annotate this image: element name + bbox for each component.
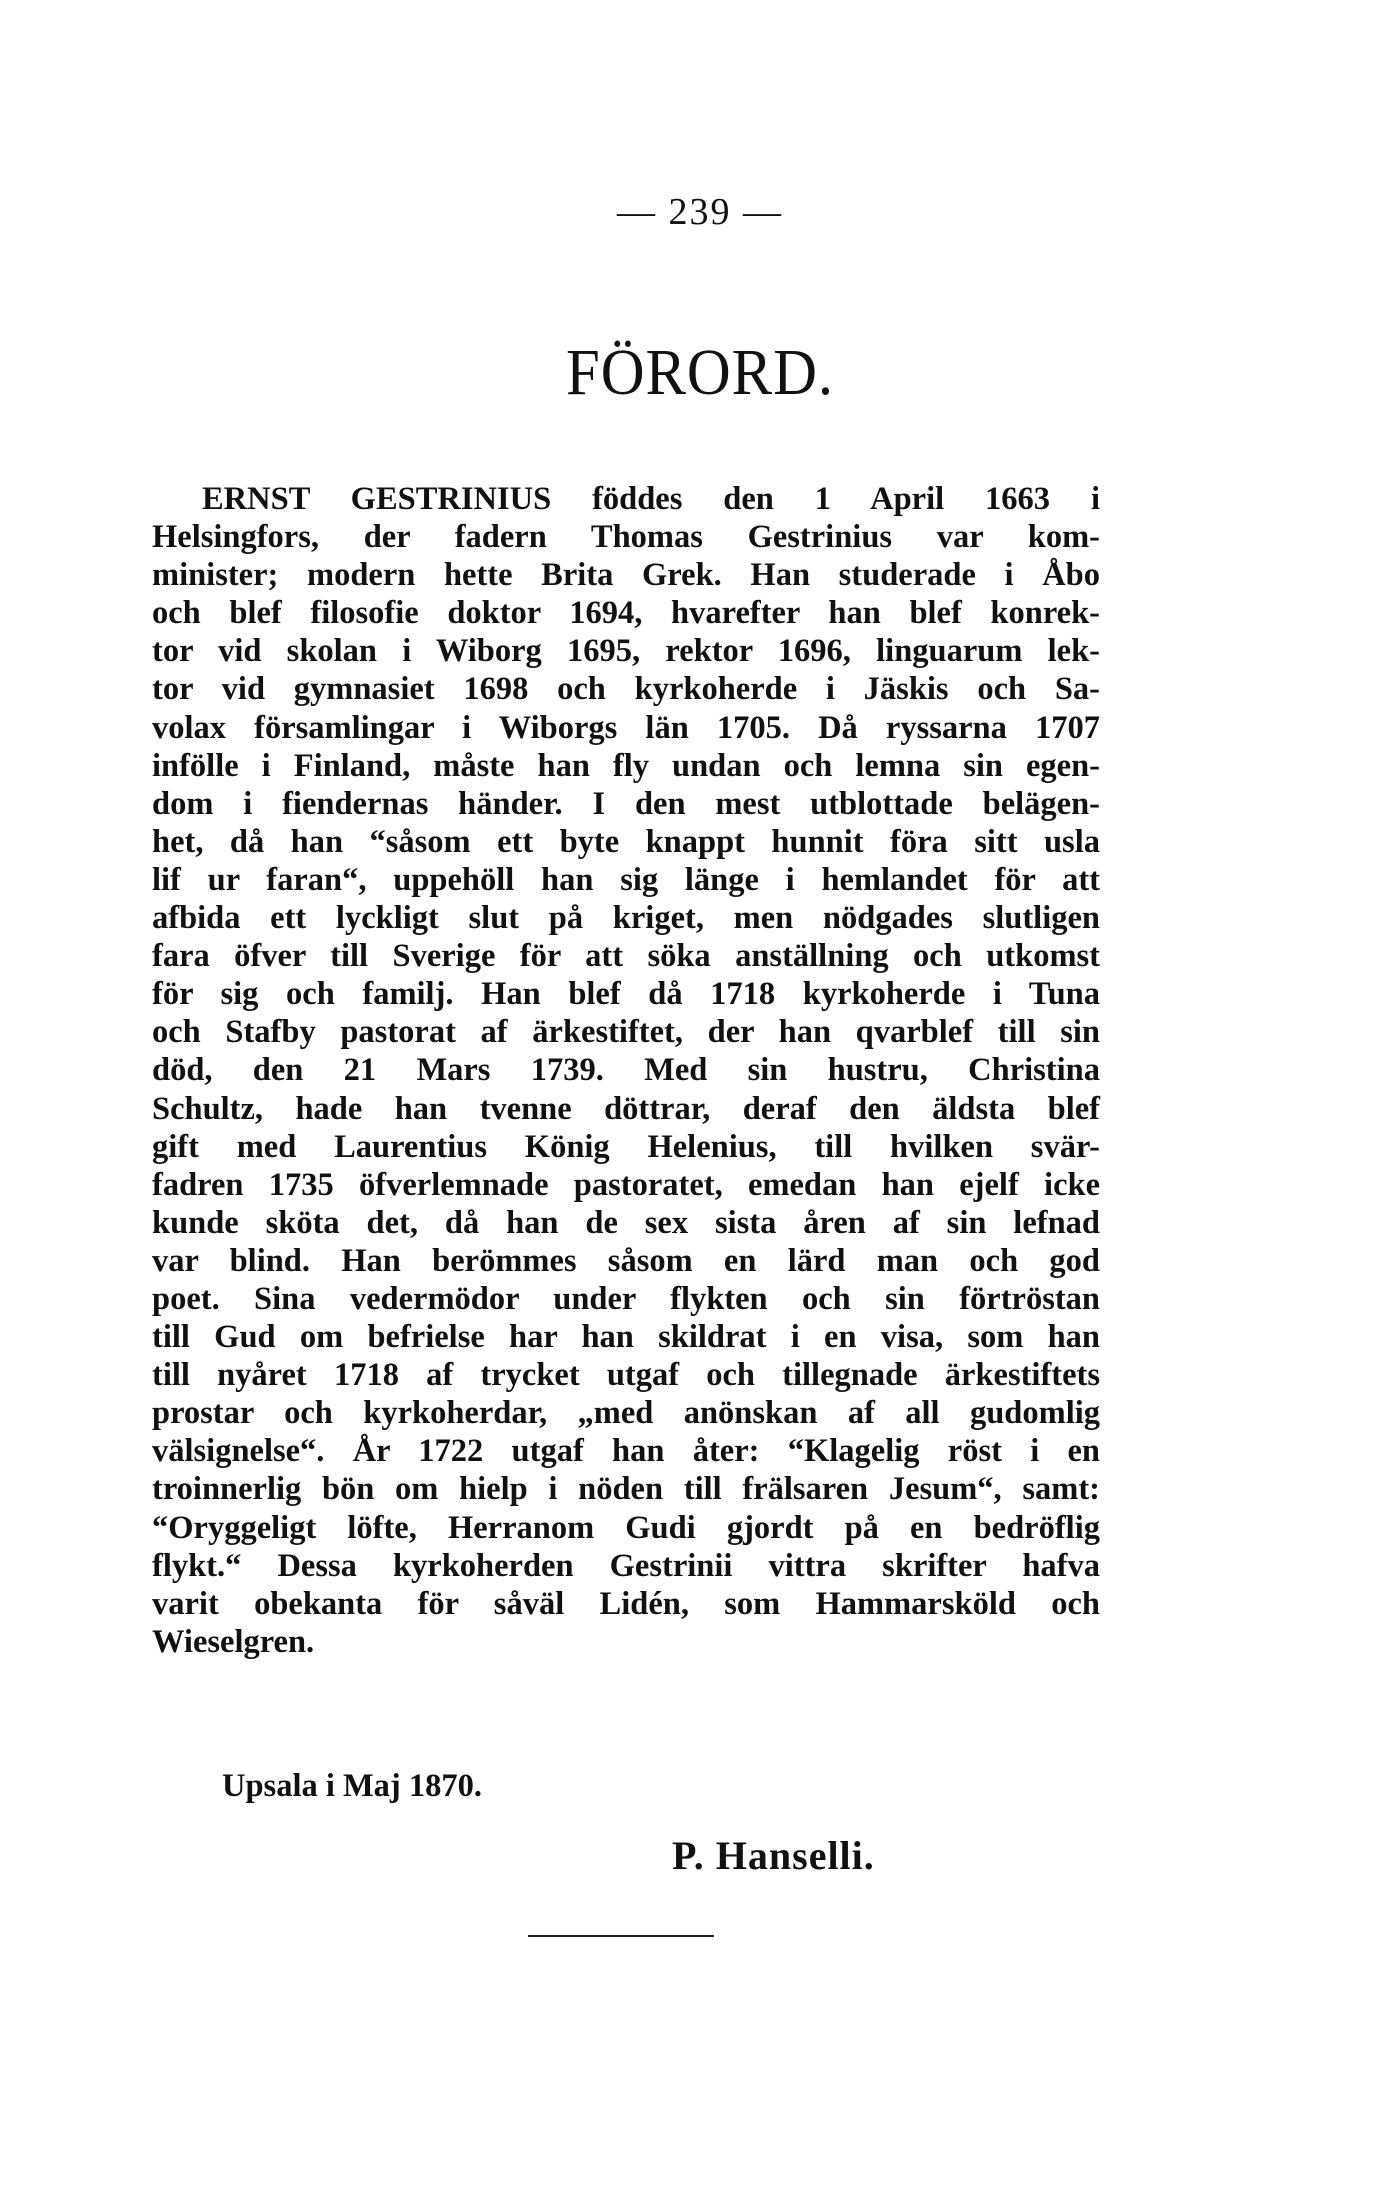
- text-line: fadren 1735 öfverlemnade pastoratet, emedan han ejelf icke: [152, 1166, 1100, 1203]
- text-line: flykt.“ Dessa kyrkoherden Gestrinii vittra skrifter hafva: [152, 1547, 1100, 1584]
- text-line: fara öfver till Sverige för att söka anställning och utkomst: [152, 938, 1100, 975]
- text-line: minister; modern hette Brita Grek. Han studerade i Åbo: [152, 557, 1100, 594]
- text-line: död, den 21 Mars 1739. Med sin hustru, Christina: [152, 1052, 1100, 1089]
- text-line: gift med Laurentius König Helenius, till hvilken svär-: [152, 1128, 1100, 1165]
- place-date: Upsala i Maj 1870.: [222, 1768, 482, 1804]
- text-line: till Gud om befrielse har han skildrat i en visa, som han: [152, 1319, 1100, 1356]
- text-line: kunde sköta det, då han de sex sista åren af sin lefnad: [152, 1204, 1100, 1241]
- text-line: afbida ett lyckligt slut på kriget, men nödgades slutligen: [152, 900, 1100, 937]
- text-line: Schultz, hade han tvenne döttrar, deraf den äldsta blef: [152, 1090, 1100, 1127]
- text-line: varit obekanta för såväl Lidén, som Hammarsköld och: [152, 1585, 1100, 1622]
- text-line: het, då han “såsom ett byte knappt hunnit föra sitt usla: [152, 823, 1100, 860]
- text-line: ERNST GESTRINIUS föddes den 1 April 1663 i: [202, 481, 1100, 517]
- text-line: Helsingfors, der fadern Thomas Gestrinius var kom-: [152, 519, 1100, 556]
- preface-body: [152, 480, 1100, 1661]
- text-line: troinnerlig bön om hielp i nöden till frälsaren Jesum“, samt:: [152, 1471, 1100, 1508]
- text-line: volax församlingar i Wiborgs län 1705. Då ryssarna 1707: [152, 709, 1100, 746]
- text-line: tor vid skolan i Wiborg 1695, rektor 1696, linguarum lek-: [152, 633, 1100, 670]
- text-line: “Oryggeligt löfte, Herranom Gudi gjordt på en bedröflig: [152, 1509, 1100, 1546]
- text-line: välsignelse“. År 1722 utgaf han åter: “Klagelig röst i en: [152, 1433, 1100, 1470]
- text-line: och Stafby pastorat af ärkestiftet, der han qvarblef till sin: [152, 1014, 1100, 1051]
- divider-rule: [528, 1935, 714, 1937]
- text-line: var blind. Han berömmes såsom en lärd man och god: [152, 1242, 1100, 1279]
- text-line: för sig och familj. Han blef då 1718 kyrkoherde i Tuna: [152, 976, 1100, 1013]
- text-line: till nyåret 1718 af trycket utgaf och tillegnade ärkestiftets: [152, 1357, 1100, 1394]
- text-line: och blef filosofie doktor 1694, hvarefter han blef konrek-: [152, 595, 1100, 632]
- page-title: FÖRORD.: [566, 336, 834, 409]
- page-number: — 239 —: [617, 191, 783, 233]
- text-line: tor vid gymnasiet 1698 och kyrkoherde i Jäskis och Sa-: [152, 671, 1100, 708]
- text-line: prostar och kyrkoherdar, „med anönskan af all gudomlig: [152, 1395, 1100, 1432]
- text-line: dom i fiendernas händer. I den mest utblottade belägen-: [152, 785, 1100, 822]
- signature: P. Hanselli.: [672, 1833, 875, 1878]
- text-line: lif ur faran“, uppehöll han sig länge i hemlandet för att: [152, 861, 1100, 898]
- text-line: poet. Sina vedermödor under flykten och sin förtröstan: [152, 1280, 1100, 1317]
- text-line: infölle i Finland, måste han fly undan och lemna sin egen-: [152, 747, 1100, 784]
- text-line: Wieselgren.: [152, 1623, 315, 1660]
